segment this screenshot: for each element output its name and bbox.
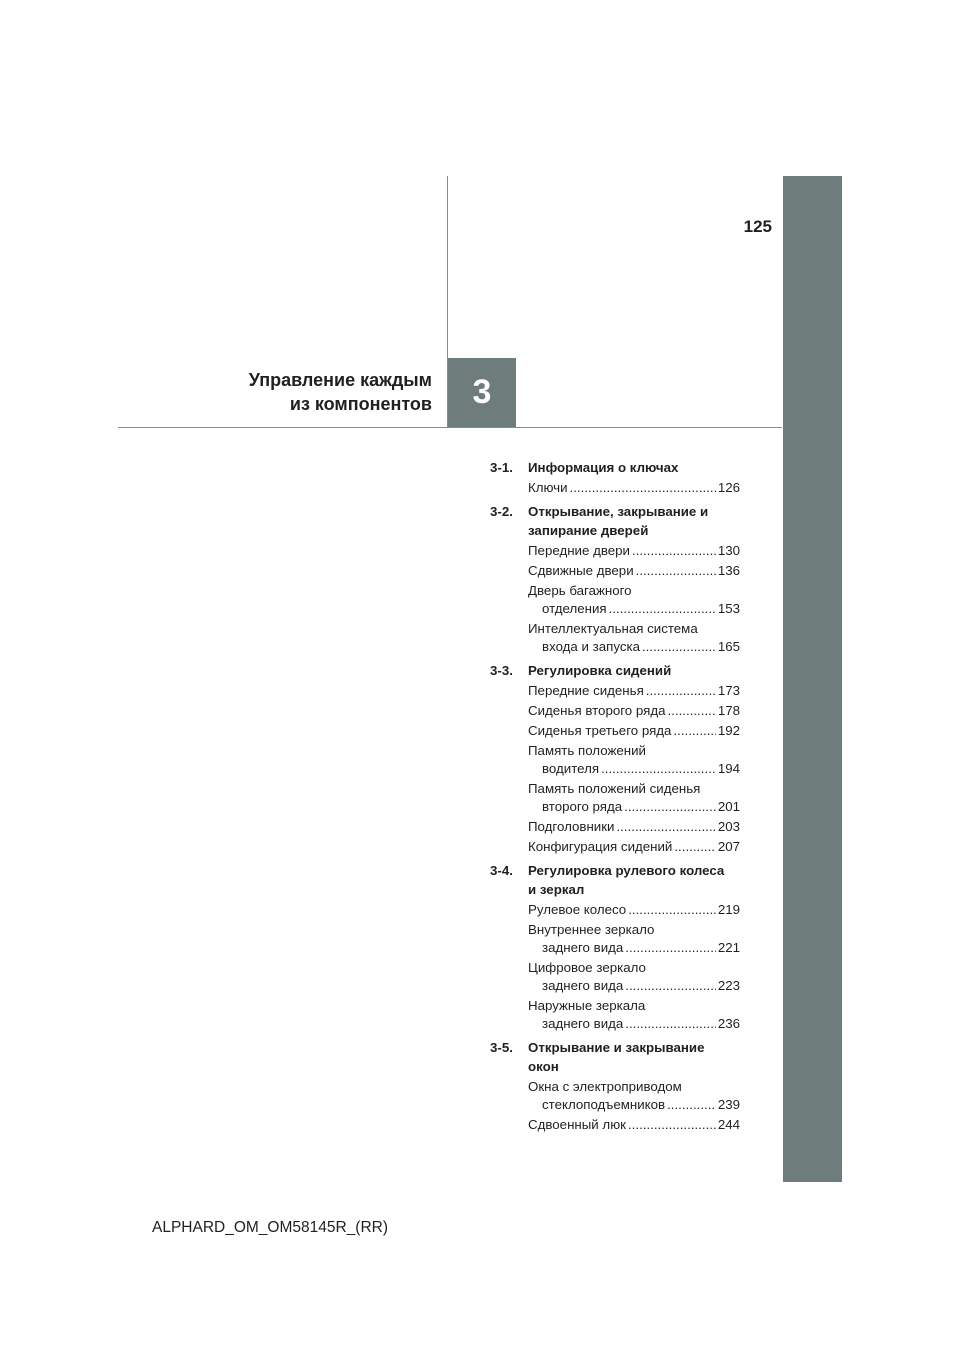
toc-section-title: Регулировка сидений	[528, 663, 672, 678]
toc-entry[interactable]	[528, 680, 740, 700]
toc-section-heading[interactable]	[490, 661, 740, 680]
toc-entry[interactable]	[528, 899, 740, 919]
toc-entry[interactable]	[528, 957, 740, 995]
toc-entry-line	[528, 1015, 740, 1033]
toc-entry[interactable]	[528, 1076, 740, 1114]
toc-entry-line	[528, 818, 740, 836]
chapter-title	[180, 368, 432, 416]
toc-entry-title: Память положений сиденья	[528, 781, 701, 796]
toc-entry-page: 173	[717, 683, 740, 698]
page-number: 125	[743, 217, 772, 236]
toc-entry[interactable]	[528, 580, 740, 618]
dot-leader	[624, 798, 716, 816]
toc-entry[interactable]	[528, 700, 740, 720]
toc-entry-page: 219	[717, 902, 740, 917]
toc-entry-title: Память положений	[528, 743, 646, 758]
toc-entry-line	[528, 600, 740, 618]
toc-section-title: Регулировка рулевого колеса и зеркал	[528, 863, 725, 897]
toc-entry-title: отделения	[542, 601, 607, 616]
toc-entry-title: Внутреннее зеркало	[528, 922, 655, 937]
toc-entry-page: 130	[717, 543, 740, 558]
dot-leader	[674, 838, 715, 856]
toc-entry-page: 207	[717, 839, 740, 854]
toc-entry-page: 223	[717, 978, 740, 993]
toc-entry-page: 236	[717, 1016, 740, 1031]
toc-entry-line	[528, 722, 740, 740]
dot-leader	[625, 977, 716, 995]
toc-entry[interactable]	[528, 618, 740, 656]
dot-leader	[632, 542, 716, 560]
toc-section-number: 3-5.	[490, 1040, 513, 1055]
toc-entry-line	[528, 638, 740, 656]
toc-entry-title: Ключи	[528, 480, 568, 495]
toc-section-number: 3-2.	[490, 504, 513, 519]
toc-entry-title: Сдвижные двери	[528, 563, 634, 578]
toc-entry-title: Окна с электроприводом	[528, 1079, 682, 1094]
dot-leader	[609, 600, 716, 618]
dot-leader	[646, 682, 716, 700]
toc-entry-page: 165	[717, 639, 740, 654]
horizontal-rule	[118, 427, 782, 428]
toc-entry-title: Цифровое зеркало	[528, 960, 646, 975]
toc-entry-line	[528, 702, 740, 720]
toc-section-number: 3-1.	[490, 460, 513, 475]
toc-entry-line	[528, 1096, 740, 1114]
dot-leader	[642, 638, 716, 656]
dot-leader	[636, 562, 716, 580]
toc-entry-title: Сдвоенный люк	[528, 1117, 626, 1132]
toc-entry-title: Наружные зеркала	[528, 998, 646, 1013]
toc-entry-page: 203	[717, 819, 740, 834]
toc-entry-line	[528, 479, 740, 497]
dot-leader	[601, 760, 716, 778]
toc-section-number: 3-4.	[490, 863, 513, 878]
toc-entry[interactable]	[528, 720, 740, 740]
toc-entry-line	[528, 760, 740, 778]
toc-entry-title: водителя	[542, 761, 600, 776]
toc-entry-line	[528, 682, 740, 700]
toc-section-heading[interactable]	[490, 502, 740, 540]
toc-section-title: Открывание и закрывание окон	[528, 1040, 705, 1074]
toc-entry-title: Подголовники	[528, 819, 615, 834]
toc-entry-line	[528, 562, 740, 580]
chapter-title-line1: Управление каждым	[248, 370, 432, 390]
toc-entry-page: 136	[717, 563, 740, 578]
toc-entry-page: 239	[717, 1097, 740, 1112]
dot-leader	[625, 1015, 716, 1033]
toc-entry-page: 201	[717, 799, 740, 814]
toc-entry-line	[528, 977, 740, 995]
toc-entry-line	[528, 901, 740, 919]
toc-entry-title: стеклоподъемников	[542, 1097, 666, 1112]
table-of-contents	[490, 458, 740, 1139]
toc-section	[490, 502, 740, 656]
toc-entry[interactable]	[528, 778, 740, 816]
toc-section-heading[interactable]	[490, 861, 740, 899]
toc-entry[interactable]	[528, 836, 740, 856]
toc-section	[490, 861, 740, 1033]
toc-section-heading[interactable]	[490, 458, 740, 477]
toc-entry-title: входа и запуска	[542, 639, 640, 654]
toc-entry-page: 153	[717, 601, 740, 616]
toc-entry[interactable]	[528, 540, 740, 560]
toc-entry-title: заднего вида	[542, 940, 624, 955]
toc-entry-line	[528, 1116, 740, 1134]
toc-entry-line	[528, 838, 740, 856]
dot-leader	[628, 901, 716, 919]
toc-section	[490, 1038, 740, 1134]
toc-entry-page: 178	[717, 703, 740, 718]
toc-section-title: Информация о ключах	[528, 460, 679, 475]
dot-leader	[628, 1116, 716, 1134]
toc-section	[490, 661, 740, 856]
toc-entry[interactable]	[528, 740, 740, 778]
chapter-number: 3	[472, 373, 492, 411]
toc-entry[interactable]	[528, 477, 740, 497]
dot-leader	[667, 1096, 716, 1114]
footer-doc-id: ALPHARD_OM_OM58145R_(RR)	[152, 1219, 389, 1236]
toc-entry-page: 126	[717, 480, 740, 495]
chapter-side-tab	[783, 176, 842, 1182]
toc-entry-title: заднего вида	[542, 1016, 624, 1031]
toc-entry-title: Сиденья второго ряда	[528, 703, 666, 718]
toc-entry[interactable]	[528, 995, 740, 1033]
toc-entry-title: заднего вида	[542, 978, 624, 993]
toc-entry-title: Конфигурация сидений	[528, 839, 673, 854]
toc-entry-page: 194	[717, 761, 740, 776]
dot-leader	[570, 479, 716, 497]
chapter-number-box	[448, 358, 516, 427]
toc-entry[interactable]	[528, 919, 740, 957]
dot-leader	[625, 939, 716, 957]
toc-entry-title: Интеллектуальная система	[528, 621, 698, 636]
dot-leader	[673, 722, 715, 740]
toc-entry-line	[528, 798, 740, 816]
dot-leader	[616, 818, 715, 836]
toc-section	[490, 458, 740, 497]
toc-entry-title: Сиденья третьего ряда	[528, 723, 672, 738]
toc-entry-title: Рулевое колесо	[528, 902, 627, 917]
toc-section-title: Открывание, закрывание и запирание дверей	[528, 504, 709, 538]
toc-section-number: 3-3.	[490, 663, 513, 678]
toc-section-heading[interactable]	[490, 1038, 740, 1076]
toc-entry[interactable]	[528, 816, 740, 836]
toc-entry[interactable]	[528, 1114, 740, 1134]
toc-entry-title: второго ряда	[542, 799, 623, 814]
toc-entry-line	[528, 542, 740, 560]
toc-entry-title: Дверь багажного	[528, 583, 632, 598]
dot-leader	[668, 702, 716, 720]
toc-entry-page: 221	[717, 940, 740, 955]
toc-entry[interactable]	[528, 560, 740, 580]
toc-entry-line	[528, 939, 740, 957]
toc-entry-page: 244	[717, 1117, 740, 1132]
toc-entry-title: Передние двери	[528, 543, 630, 558]
toc-entry-title: Передние сиденья	[528, 683, 644, 698]
chapter-title-line2: из компонентов	[289, 394, 432, 414]
toc-entry-page: 192	[717, 723, 740, 738]
